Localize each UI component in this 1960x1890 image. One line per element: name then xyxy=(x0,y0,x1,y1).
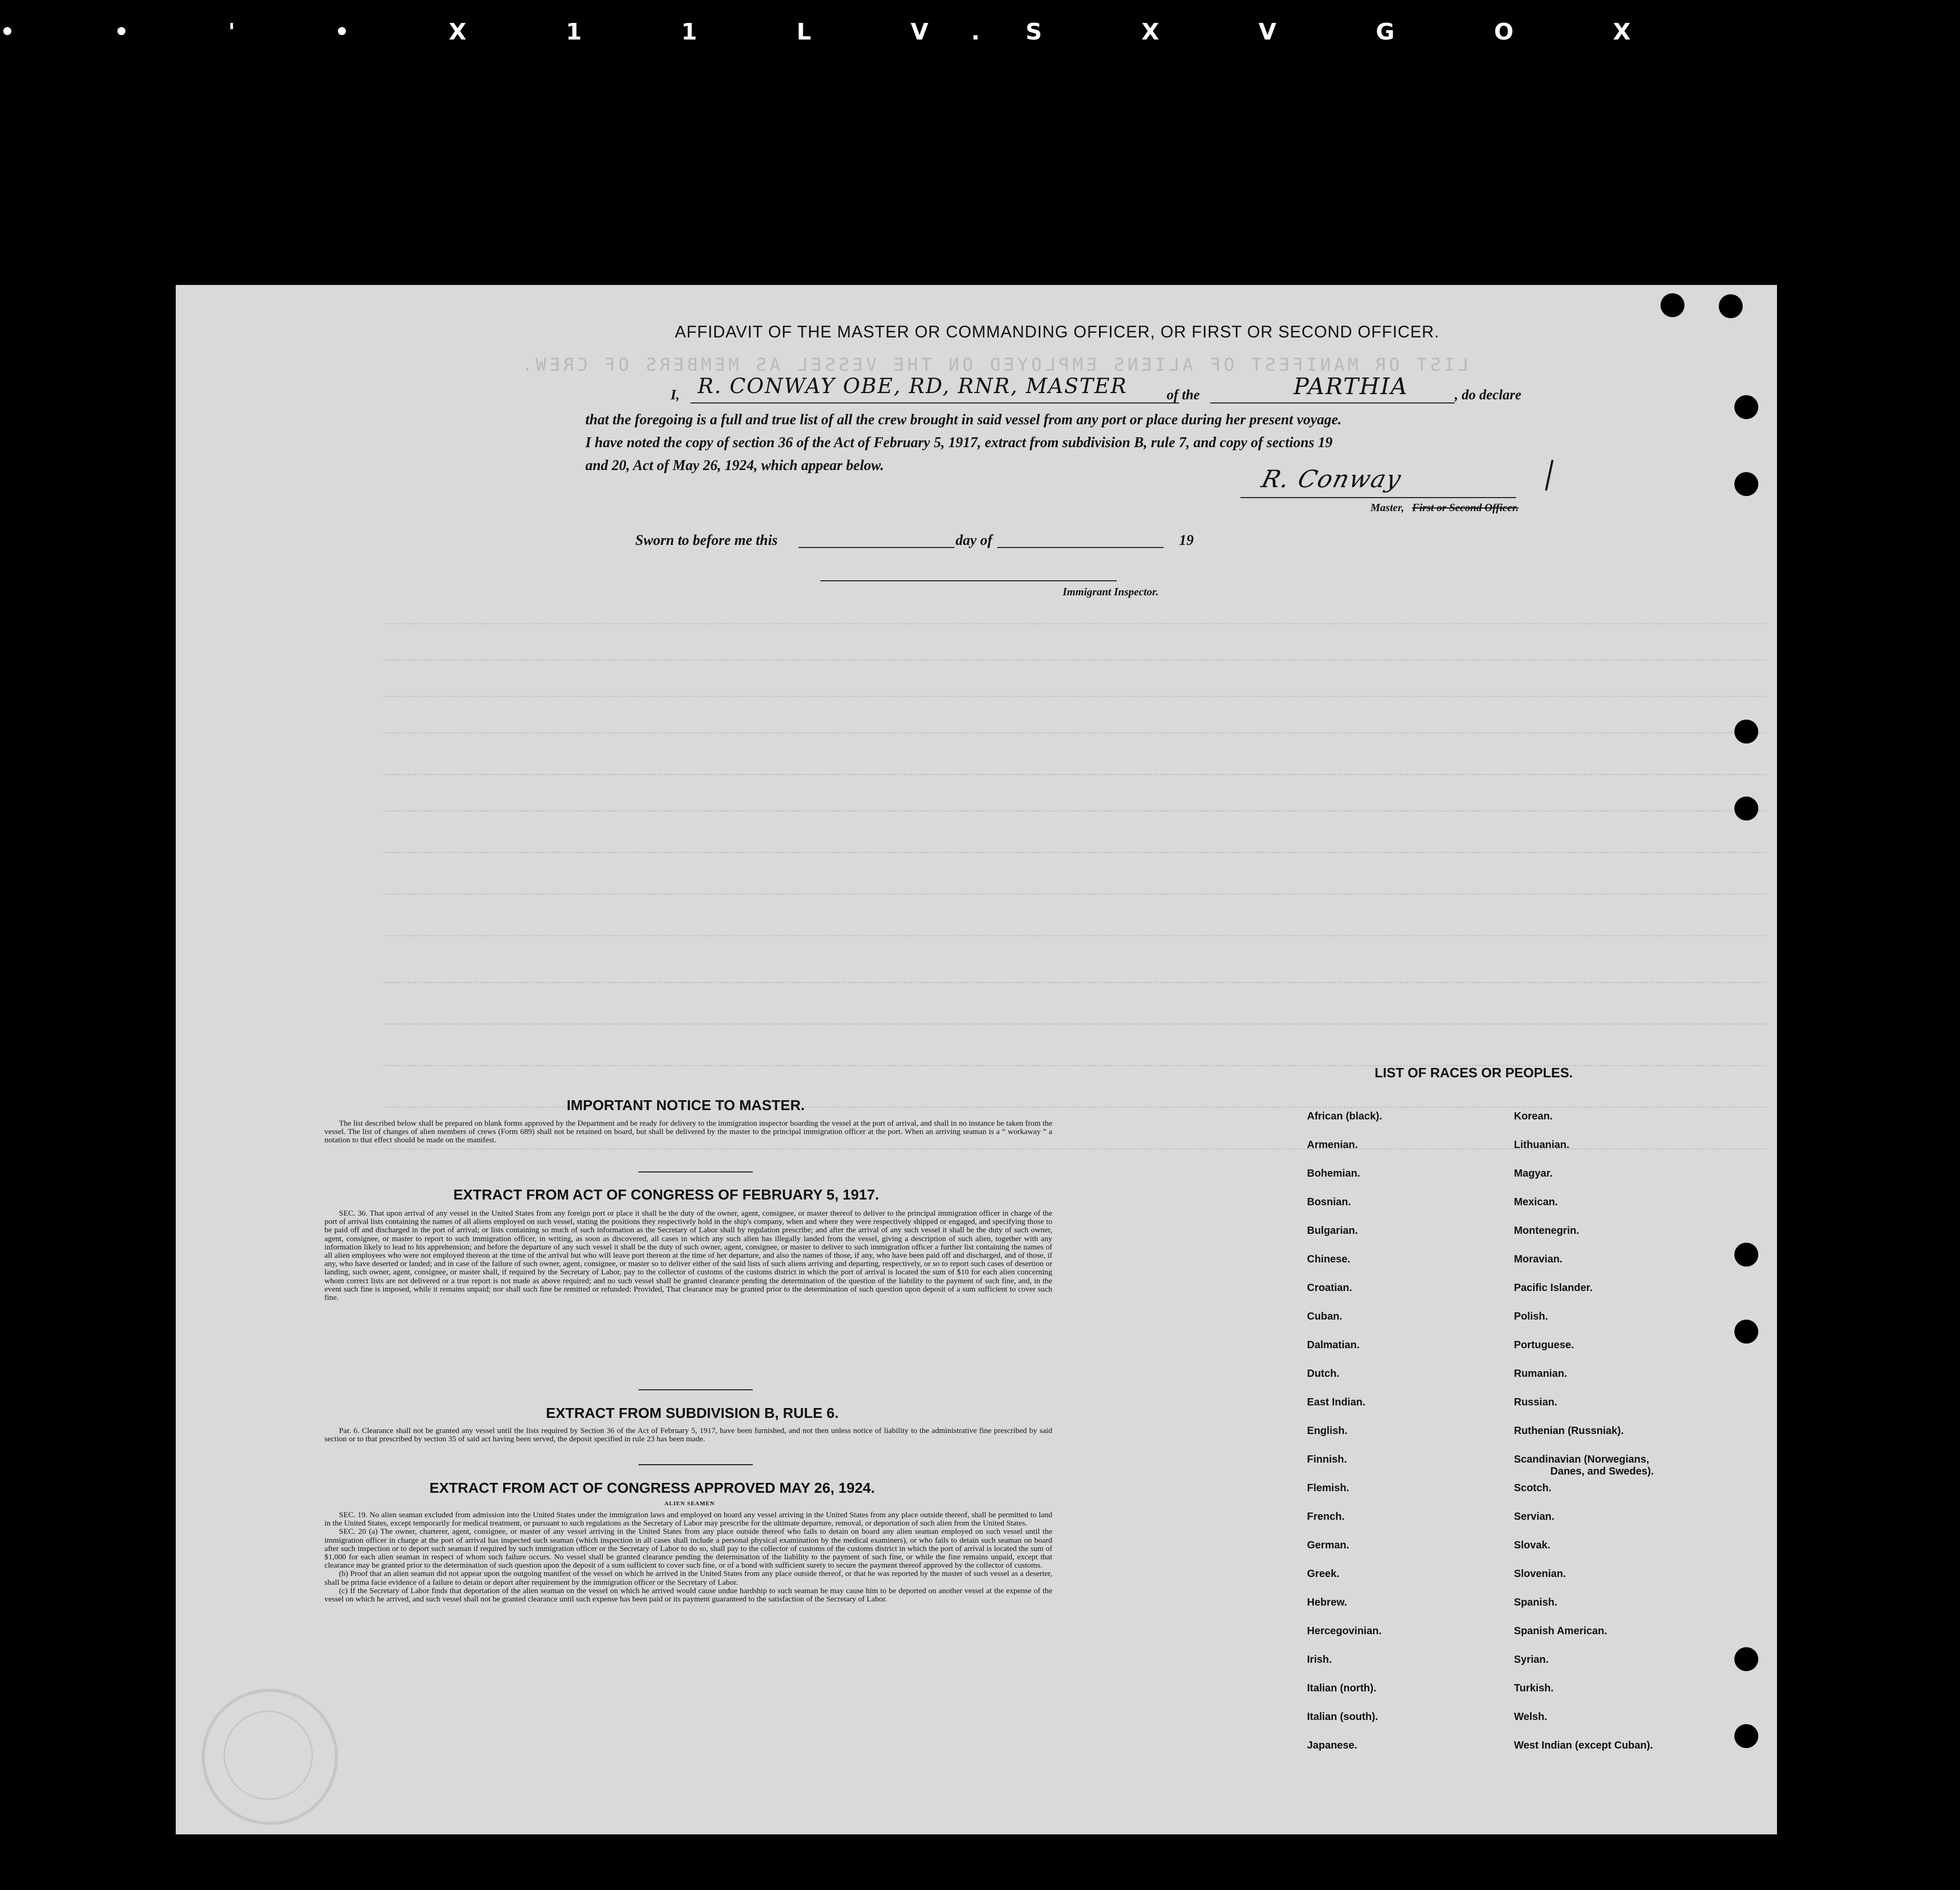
race-item: Armenian. xyxy=(1307,1139,1358,1151)
race-item: Bohemian. xyxy=(1307,1168,1361,1179)
sworn-label: Sworn to before me this xyxy=(635,532,778,549)
top-strip-marks: • • ' • X 1 1 L V.S X V G O X xyxy=(0,19,1677,45)
race-item: Dalmatian. xyxy=(1307,1339,1360,1351)
affidavit-line-3: I have noted the copy of section 36 of the Act of February 5, 1917, extract from subdivision B, rule 7, and copy of sections 19 xyxy=(585,435,1333,451)
signature-role-struck: First or Second Officer. xyxy=(1412,501,1519,514)
affidavit-i: I, xyxy=(671,387,680,402)
vessel-name-handwritten: PARTHIA xyxy=(1293,373,1408,400)
punch-hole xyxy=(1734,720,1758,744)
do-declare-label: , do declare xyxy=(1455,387,1522,402)
race-item: Moravian. xyxy=(1514,1254,1563,1265)
race-item: Scandinavian (Norwegians, xyxy=(1514,1454,1650,1465)
punch-hole xyxy=(1719,294,1743,318)
of-the-label: of the xyxy=(1167,387,1200,402)
subdiv-b-title: EXTRACT FROM SUBDIVISION B, RULE 6. xyxy=(546,1405,839,1421)
race-item: Bosnian. xyxy=(1307,1196,1351,1208)
rule-1 xyxy=(638,1171,753,1172)
race-item: Bulgarian. xyxy=(1307,1225,1358,1236)
punch-hole xyxy=(1661,293,1684,317)
race-item: German. xyxy=(1307,1540,1350,1551)
race-item: Polish. xyxy=(1514,1311,1548,1322)
bleed-through-title: LIST OR MANIFEST OF ALIENS EMPLOYED ON THE VESSEL AS MEMBERS OF CREW. xyxy=(519,355,1469,375)
year-19-label: 19 xyxy=(1179,532,1194,549)
extract-1924-title: EXTRACT FROM ACT OF CONGRESS APPROVED MAY 26, 1924. xyxy=(429,1480,875,1496)
race-item: African (black). xyxy=(1307,1111,1382,1122)
race-item: Chinese. xyxy=(1307,1254,1351,1265)
race-item-continuation: Danes, and Swedes). xyxy=(1550,1466,1654,1477)
race-item: English. xyxy=(1307,1425,1348,1437)
immigrant-inspector-label: Immigrant Inspector. xyxy=(1063,585,1159,598)
race-item: West Indian (except Cuban). xyxy=(1514,1740,1653,1751)
race-item: Cuban. xyxy=(1307,1311,1342,1322)
races-title: LIST OF RACES OR PEOPLES. xyxy=(1375,1065,1573,1080)
document-page xyxy=(176,285,1777,1834)
race-item: Ruthenian (Russniak). xyxy=(1514,1425,1624,1437)
day-of-label: day of xyxy=(956,532,992,549)
race-item: Flemish. xyxy=(1307,1482,1350,1494)
punch-hole xyxy=(1734,1647,1758,1671)
affidavit-title: AFFIDAVIT OF THE MASTER OR COMMANDING OFFICER, OR FIRST OR SECOND OFFICER. xyxy=(675,322,1440,341)
signature-mark xyxy=(1545,460,1553,491)
race-item: Scotch. xyxy=(1514,1482,1552,1494)
punch-hole xyxy=(1734,472,1758,496)
sworn-day-line xyxy=(799,532,955,548)
punch-hole xyxy=(1734,1243,1758,1267)
extract-1924-text xyxy=(324,1511,1052,1604)
race-item: Slovak. xyxy=(1514,1540,1551,1551)
race-item: Montenegrin. xyxy=(1514,1225,1579,1236)
notice-paragraph: The list described below shall be prepared on blank forms approved by the Department and be ready for delivery to the immigration inspector boarding the vessel at the port of arrival, and shall in no instance be taken from the vessel. The list of changes of alien members of crews (Form 689) shall not be retained on board, but shall be delivered by the master to the principal immigration officer at the port. When an arriving seaman is a “ workaway ” a notation to that effect should be made on the manifest. xyxy=(324,1119,1052,1145)
race-item: Finnish. xyxy=(1307,1454,1347,1465)
race-item: Hebrew. xyxy=(1307,1597,1348,1608)
sec-19-paragraph: SEC. 19. No alien seaman excluded from admission into the United States under the immigration laws and employed on board any vessel arriving in the United States from any place outside thereof, shall be permitted to land in the United States, except temporarily for medical treatment, or pursuant to such regulations as the Secretary of Labor may prescribe for the ultimate departure, removal, or deportation of such alien from the United States. xyxy=(324,1510,1052,1528)
race-item: Spanish. xyxy=(1514,1597,1558,1608)
race-item: Greek. xyxy=(1307,1568,1340,1580)
race-item: Croatian. xyxy=(1307,1282,1352,1294)
race-item: East Indian. xyxy=(1307,1397,1366,1408)
race-item: Rumanian. xyxy=(1514,1368,1567,1379)
race-item: Mexican. xyxy=(1514,1196,1558,1208)
race-item: Turkish. xyxy=(1514,1683,1554,1694)
race-item: Portuguese. xyxy=(1514,1339,1574,1351)
race-item: Servian. xyxy=(1514,1511,1554,1522)
inspector-signature-line xyxy=(820,580,1117,581)
faint-seal-inner xyxy=(224,1711,313,1800)
sec-20b-paragraph: (b) Proof that an alien seaman did not appear upon the outgoing manifest of the vessel on which he arrived in the United States from any place outside thereof, or that he was reported by the master of such vessel as a deserter, shall be prima facie evidence of a failure to detain or deport after requirement by the immigration officer or the Secretary of Labor. xyxy=(324,1569,1052,1587)
race-item: Italian (north). xyxy=(1307,1683,1377,1694)
race-item: Irish. xyxy=(1307,1654,1332,1665)
extract-1917-title: EXTRACT FROM ACT OF CONGRESS OF FEBRUARY 5, 1917. xyxy=(453,1187,879,1203)
subdiv-b-text xyxy=(324,1427,1052,1443)
sec-20c-paragraph: (c) If the Secretary of Labor finds that deportation of the alien seaman on the vessel on which he arrived would cause undue hardship to such seaman he may cause him to be deported on another vessel at the expense of the vessel on which he arrived, and such vessel shall not be granted clearance until such expense has been paid or its payment guaranteed to the satisfaction of the Secretary of Labor. xyxy=(324,1586,1052,1604)
sec-36-paragraph: SEC. 36. That upon arrival of any vessel in the United States from any foreign port or place it shall be the duty of the owner, agent, consignee, or master thereof to deliver to the principal immigration officer in charge of the port of arrival lists containing the names of all aliens employed on such vessel, stating the positions they respectively hold in the ship's company, when and where they were respectively shipped or engaged, and specifying those to be paid off and discharged in the port of arrival; or lists containing so much of such information as the Secretary of Labor shall by regulation prescribe; and after the arrival of any such vessel it shall be the duty of such owner, agent, consignee, or master to report to such immigration officer, in writing, as soon as discovered, all cases in which any such alien has illegally landed from the vessel, giving a description of such alien, together with any information likely to lead to his apprehension; and before the departure of any such vessel it shall be the duty of such owner, agent, consignee, or master to deliver to such immigration officer a further list containing the names of all alien employees who were not employed thereon at the time of the arrival but who will leave port thereon at the time of her departure, and also the names of those, if any, who have been paid off and discharged, and of those, if any, who have deserted or landed; and in case of the failure of such owner, agent, consignee, or master so to deliver either of the said lists of such aliens arriving and departing, respectively, or so to report such cases of desertion or landing, such owner, agent, consignee, or master shall, if required by the Secretary of Labor, pay to the collector of customs of the customs district in which the port of arrival is located the sum of $10 for each alien concerning whom correct lists are not delivered or a true report is not made as above required; and no such vessel shall be granted clearance pending the determination of the question of the liability to the payment of such fine, and, in the event such fine is imposed, while it remains unpaid; nor shall such fine be remitted or refunded: Provided, That clearance may be granted prior to the determination of such question upon deposit of a sum sufficient to cover such fine. xyxy=(324,1209,1052,1302)
master-name-handwritten: R. CONWAY OBE, RD, RNR, MASTER xyxy=(698,374,1128,398)
punch-hole xyxy=(1734,1724,1758,1748)
punch-hole xyxy=(1734,1320,1758,1344)
race-item: Pacific Islander. xyxy=(1514,1282,1593,1294)
race-item: Dutch. xyxy=(1307,1368,1340,1379)
notice-title: IMPORTANT NOTICE TO MASTER. xyxy=(567,1097,805,1113)
sec-20a-paragraph: SEC. 20 (a) The owner, charterer, agent, consignee, or master of any vessel arriving in the United States from any place outside thereof who fails to detain on board any alien seaman employed on such vessel until the immigration officer in charge at the port of arrival has inspected such seaman (which inspection in all cases shall include a personal physical examination by the medical examiners), or who fails to detain such seaman on board after such inspection or to deport such seaman if required by such immigration officer or the Secretary of Labor to do so, shall pay to the collector of customs of the customs district in which the port of arrival is located the sum of $1,000 for each alien seaman in respect of whom such failure occurs. No vessel shall be granted clearance pending the determination of the liability to the payment of such fine, or while the fine remains unpaid, except that clearance may be granted prior to the determination of such question upon the deposit of a sum sufficient to cover such fine, or of a bond with sufficient surety to secure the payment thereof approved by the collector of customs. xyxy=(324,1527,1052,1570)
sworn-month-line xyxy=(997,532,1164,548)
punch-hole xyxy=(1734,395,1758,419)
notice-text xyxy=(324,1119,1052,1145)
par-6-paragraph: Par. 6. Clearance shall not be granted any vessel until the lists required by Section 36 of the Act of February 5, 1917, have been furnished, and not then unless notice of liability to the administrative fine prescribed by said section or to that prescribed by section 35 of said act having been served, the deposit specified in rule 23 has been made. xyxy=(324,1426,1052,1444)
race-item: Russian. xyxy=(1514,1397,1558,1408)
affidavit-line-4: and 20, Act of May 26, 1924, which appear below. xyxy=(585,458,884,474)
punch-hole xyxy=(1734,797,1758,820)
race-item: Welsh. xyxy=(1514,1711,1548,1723)
extract-1917-text xyxy=(324,1209,1052,1302)
affidavit-line-2: that the foregoing is a full and true list of all the crew brought in said vessel from any port or place during her present voyage. xyxy=(585,412,1342,428)
race-item: Spanish American. xyxy=(1514,1625,1608,1637)
signature-role-master: Master, xyxy=(1370,501,1404,514)
race-item: French. xyxy=(1307,1511,1345,1522)
master-signature: R. Conway xyxy=(1259,465,1405,493)
race-item: Syrian. xyxy=(1514,1654,1549,1665)
race-item: Japanese. xyxy=(1307,1740,1357,1751)
race-item: Magyar. xyxy=(1514,1168,1553,1179)
rule-3 xyxy=(638,1464,753,1465)
race-item: Slovenian. xyxy=(1514,1568,1566,1580)
race-item: Korean. xyxy=(1514,1111,1553,1122)
race-item: Italian (south). xyxy=(1307,1711,1378,1723)
alien-seamen-subhead: ALIEN SEAMEN xyxy=(664,1501,715,1507)
race-item: Lithuanian. xyxy=(1514,1139,1570,1151)
race-item: Hercegovinian. xyxy=(1307,1625,1382,1637)
rule-2 xyxy=(638,1389,753,1390)
signature-line xyxy=(1240,497,1516,498)
